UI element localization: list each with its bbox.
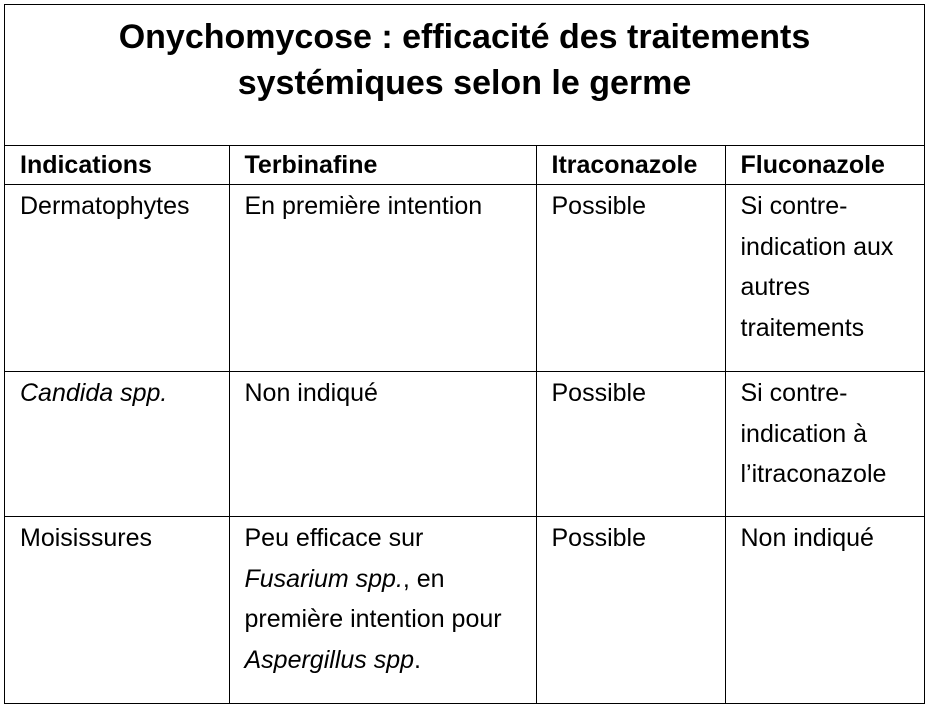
cell-fluconazole: Si contre-indication aux autres traitements	[725, 185, 924, 372]
cell-indication: Candida spp.	[5, 372, 229, 517]
terbinafine-text: , en première intention pour	[244, 564, 502, 633]
cell-terbinafine	[229, 517, 536, 705]
title-line-1: Onychomycose : efficacité des traitements	[118, 18, 811, 56]
terbinafine-text: .	[414, 645, 421, 674]
header-terbinafine: Terbinafine	[229, 146, 536, 185]
title-line-2: systémiques selon le germe	[237, 64, 692, 102]
terbinafine-text: Peu efficace sur	[244, 524, 424, 552]
cell-itraconazole: Possible	[536, 517, 725, 705]
cell-itraconazole: Possible	[536, 372, 725, 517]
table-row	[5, 372, 924, 517]
header-row	[5, 146, 924, 185]
cell-fluconazole: Si contre-indication à l’itraconazole	[725, 372, 924, 517]
cell-indication: Moisissures	[5, 517, 229, 705]
fusarium-italic: Fusarium spp.	[244, 564, 403, 593]
header-fluconazole: Fluconazole	[725, 146, 924, 185]
cell-itraconazole: Possible	[536, 185, 725, 372]
header-itraconazole: Itraconazole	[536, 146, 725, 185]
cell-terbinafine: En première intention	[229, 185, 536, 372]
cell-indication: Dermatophytes	[5, 185, 229, 372]
cell-fluconazole: Non indiqué	[740, 524, 874, 552]
table-row	[5, 517, 924, 705]
document-table-frame	[4, 4, 925, 704]
cell-terbinafine: Non indiqué	[229, 372, 536, 517]
header-indications: Indications	[5, 146, 229, 185]
table-title	[5, 5, 924, 146]
aspergillus-italic: Aspergillus spp	[244, 645, 415, 674]
table-row	[5, 185, 924, 372]
treatment-table	[5, 146, 924, 704]
